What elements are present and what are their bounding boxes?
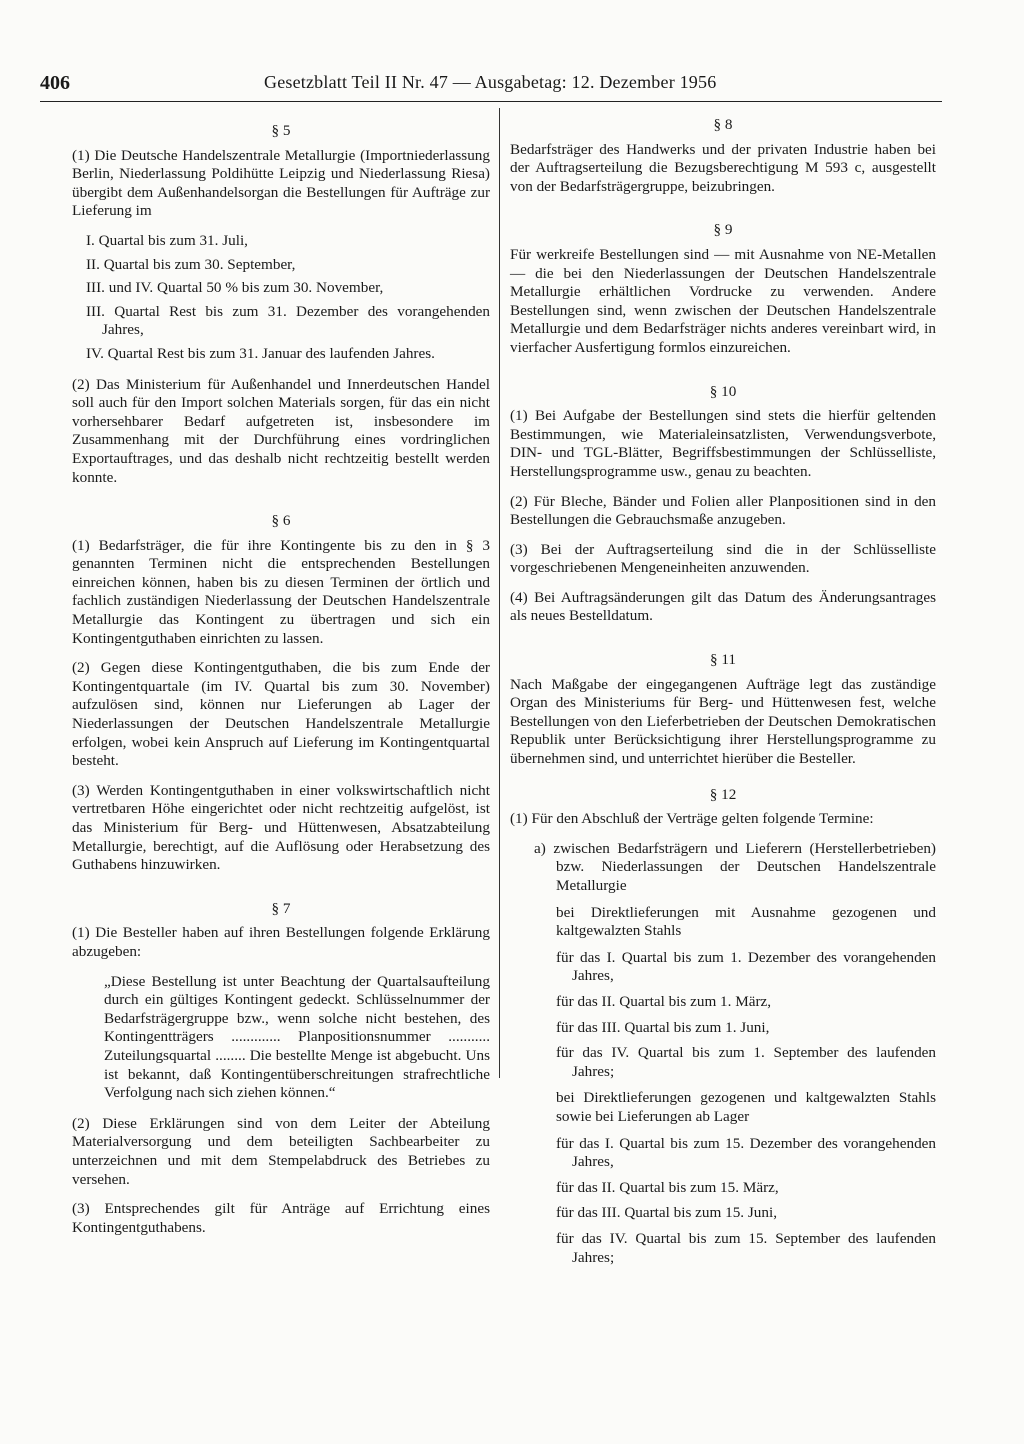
list-item: für das II. Quartal bis zum 15. März, (556, 1178, 779, 1196)
paragraph: (3) Entsprechendes gilt für Anträge auf Errichtung eines Kontingentguthabens. (72, 1200, 490, 1236)
declaration-quote: „Diese Bestellung ist unter Beachtung der Quartalsaufteilung durch ein gültiges Kontingent gedeckt. Schlüsselnummer der Bedarfsträgergruppe bzw., wenn solche nicht bestehen, des Kontingentträgers ............. Planpositionsnummer ........... Zuteilungsquartal ........ Die bestellte Menge ist abgebucht. Uns ist bekannt, daß Kontingentüberschreitungen strafrechtliche Verfolgung nach sich ziehen können.“ (104, 972, 490, 1102)
paragraph: (1) Bei Aufgabe der Bestellungen sind stets die hierfür geltenden Bestimmungen, wie Materialeinsatzlisten, Verwendungsverbote, DIN- und TGL-Blätter, Begriffsbestimmungen der Schlüsselliste, Herstellungsprogramme usw., genau zu beachten. (510, 407, 936, 480)
deadline-list (556, 1135, 936, 1268)
paragraph: (2) Für Bleche, Bänder und Folien aller Planpositionen sind in den Bestellungen die Gebrauchsmaße anzugeben. (510, 492, 936, 529)
list-item: für das IV. Quartal bis zum 1. September des laufenden Jahres; (556, 1044, 936, 1080)
paragraph: (1) Die Besteller haben auf ihren Bestellungen folgende Erklärung abzugeben: (72, 924, 490, 960)
paragraph: (1) Bedarfsträger, die für ihre Kontingente bis zu den in § 3 genannten Terminen nicht die entsprechenden Bestellungen einreichen können, haben bis zu diesen Terminen der örtlich und fachlich zuständigen Niederlassung der Deutschen Handelszentrale Metallurgie das Kontingent zu übertragen und sich ein Kontingentguthaben einrichten zu lassen. (72, 536, 490, 647)
list-item: für das II. Quartal bis zum 1. März, (556, 992, 772, 1010)
right-column (510, 116, 936, 1275)
section-heading: § 6 (271, 512, 291, 530)
section-heading: § 10 (709, 382, 737, 400)
direct-delivery-heading: bei Direktlieferungen mit Ausnahme gezogenen und kaltgewalzten Stahls (556, 903, 936, 940)
paragraph: (3) Bei der Auftragserteilung sind die in der Schlüsselliste vorgeschriebenen Mengeneinheiten anzuwenden. (510, 540, 936, 577)
list-item: III. und IV. Quartal 50 % bis zum 30. November, (86, 279, 384, 297)
deadline-list (556, 949, 936, 1082)
direct-delivery-heading: bei Direktlieferungen gezogenen und kaltgewalzten Stahls sowie bei Lieferungen ab Lager (556, 1089, 936, 1125)
section-heading: § 5 (271, 122, 291, 139)
list-item: für das I. Quartal bis zum 1. Dezember des vorangehenden Jahres, (556, 948, 936, 985)
header-rule (40, 101, 942, 102)
section-heading: § 9 (713, 221, 733, 239)
page-number: 406 (40, 72, 70, 94)
section-heading: § 7 (271, 899, 291, 917)
page-header (40, 72, 960, 102)
paragraph: (1) Die Deutsche Handelszentrale Metallurgie (Importniederlassung Berlin, Niederlassung Poldihütte Leipzig und Niederlassung Riesa) übergibt dem Außenhandelsorgan die Bestellungen für Aufträge zur Lieferung im (72, 146, 490, 220)
paragraph: (2) Das Ministerium für Außenhandel und Innerdeutschen Handel soll auch für den Import solchen Materials sorgen, für das ein nicht vorhersehbarer Bedarf aufgetreten ist, insbesondere im Zusammenhang mit der Durchführung eines vordringlichen Exportauftrages, und das deshalb nicht rechtzeitig bestellt werden konnte. (72, 375, 490, 486)
paragraph: Bedarfsträger des Handwerks und der privaten Industrie haben bei der Auftragserteilung die Bezugsberechtigung M 593 c, ausgestellt von der Bedarfsträgergruppe, beizubringen. (510, 140, 936, 195)
list-item: III. Quartal Rest bis zum 31. Dezember des vorangehenden Jahres, (86, 302, 490, 339)
list-item: für das IV. Quartal bis zum 15. September des laufenden Jahres; (556, 1229, 936, 1266)
running-head: Gesetzblatt Teil II Nr. 47 — Ausgabetag: 12. Dezember 1956 (264, 72, 717, 92)
paragraph: (1) Für den Abschluß der Verträge gelten folgende Termine: (510, 810, 874, 828)
list-item: I. Quartal bis zum 31. Juli, (86, 231, 248, 249)
paragraph: (3) Werden Kontingentguthaben in einer volkswirtschaftlich nicht vertretbaren Höhe eingerichtet oder nicht rechtzeitig aufgelöst, ist das Ministerium für Berg- und Hüttenwesen, Absatzabteilung Metallurgie, berechtigt, auf die Auflösung oder Herabsetzung des Guthabens hinzuwirken. (72, 781, 490, 874)
left-column (72, 122, 490, 1248)
list-item: IV. Quartal Rest bis zum 31. Januar des laufenden Jahres. (86, 344, 435, 362)
paragraph: (2) Diese Erklärungen sind von dem Leiter der Abteilung Materialversorgung und dem beteiligten Sachbearbeiter zu unterzeichnen und mit dem Stempelabdruck des Betriebes zu versehen. (72, 1114, 490, 1188)
list-item: für das III. Quartal bis zum 1. Juni, (556, 1018, 770, 1036)
section-heading: § 11 (709, 651, 736, 669)
paragraph: (4) Bei Auftragsänderungen gilt das Datum des Änderungsantrages als neues Bestelldatum. (510, 588, 936, 625)
quarter-list (86, 232, 490, 364)
section-heading: § 12 (709, 785, 737, 803)
list-item: für das I. Quartal bis zum 15. Dezember des vorangehenden Jahres, (556, 1134, 936, 1171)
list-item: II. Quartal bis zum 30. September, (86, 255, 296, 273)
paragraph: (2) Gegen diese Kontingentguthaben, die bis zum Ende der Kontingentquartale (im IV. Quartal bis zum 30. November) aufzulösen sind, können nur Lieferungen ab Lager der Niederlassungen der Deutschen Handelszentrale Metallurgie erfolgen, wobei kein Anspruch auf Lieferung im Kontingentquartal besteht. (72, 659, 490, 770)
column-divider (499, 108, 500, 1078)
paragraph: Nach Maßgabe der eingegangenen Aufträge legt das zuständige Organ des Ministeriums für Berg- und Hüttenwesen fest, welche Bestellungen von den Lieferbetrieben der Deutschen Demokratischen Republik unter Berücksichtigung ihrer Herstellungsprogramme zu übernehmen sind, und unterrichtet hierüber die Besteller. (510, 675, 936, 768)
clause-a: a) zwischen Bedarfsträgern und Lieferern (Herstellerbetrieben) bzw. Niederlassungen der Deutschen Handelszentrale Metallurgie (534, 839, 936, 894)
paragraph: Für werkreife Bestellungen sind — mit Ausnahme von NE-Metallen — die bei den Niederlassungen der Deutschen Handelszentrale Metallurgie erhältlichen Vordrucke zu verwenden. Andere Bestellungen sind, wenn zwischen der Deutschen Handelszentrale Metallurgie und dem Bedarfsträger nichts anderes vereinbart wird, in vierfacher Ausfertigung formlos einzureichen. (510, 245, 936, 356)
list-item: für das III. Quartal bis zum 15. Juni, (556, 1204, 778, 1222)
section-heading: § 8 (713, 116, 733, 133)
